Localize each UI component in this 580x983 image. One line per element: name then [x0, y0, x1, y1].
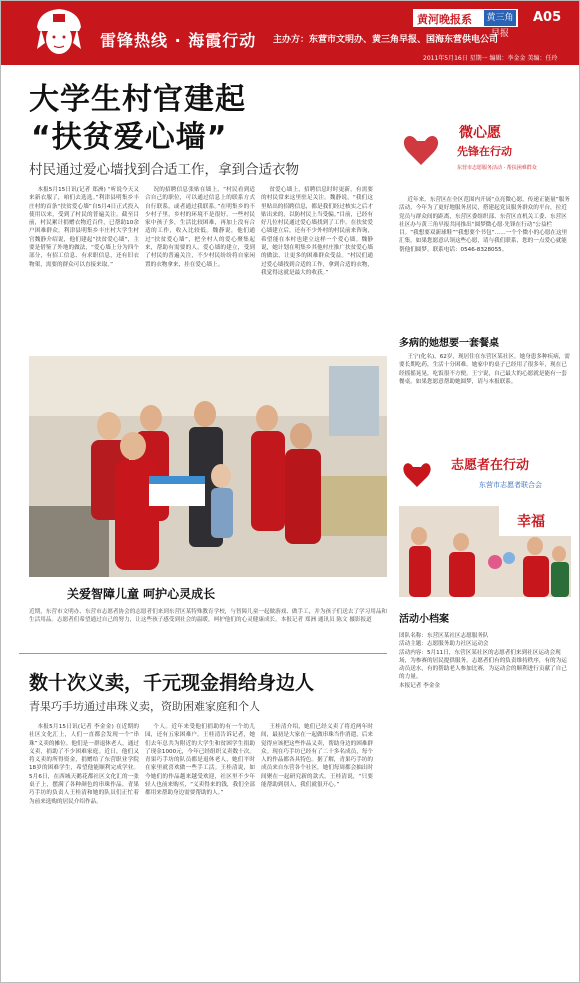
story1-column-2: 况的招聘信息张贴在墙上，“村民看到适合自己的职位，可以通过信息上的联系方式自行联系，或者通过我联系。”在明集乡的不少村子里，乡村的环境不是很好，一些村民家中孩子多，生活比较困难，再加上没有合适的工作，收入比较低。魏静说，他们通过“扶贫爱心墙”，把全村人的爱心聚集起来，帮助有需要的人。爱心墙的建立，受到了村民的普遍关注，不少村民纷纷将自家闲置的衣物拿来，挂在爱心墙上。: [145, 187, 255, 268]
page-number: A05: [533, 10, 562, 25]
section-title: 雷锋热线 · 海霞行动: [100, 31, 257, 50]
story1-column-1: 本报5月15日讯(记者 郑洲) “听说今天又来新衣服了，咱们去选选。”利津县明集乡丰庄村的首条“扶贫爱心墙”自5月4日正式投入使用以来，受到了村民的普遍关注。截至目前，村民累计捐赠衣物近百件，已帮助10余户困难群众。利津县明集乡丰庄村大学生村官魏静介绍说，他们建起“扶贫爱心墙”，主要是借鉴了外地的做法，“爱心墙上分为四个部分，有招工信息、有求职信息，还有旧衣物架，需要的群众可以直接来取。”: [29, 187, 139, 268]
volunteer-logo: [403, 451, 571, 493]
photo-credit: 近期，东营市文明办、东营市志愿者协会的志愿者们来到东营区某特殊教育学校，与智障儿童一起做游戏、做手工，并为孩子们送去了学习用品和生活用品。志愿者们希望通过自己的努力，让这些孩子感受到社会的温暖，呵护他们的心灵健康成长。本报记者 郑洲 通讯员 陈文 摄影报道: [29, 609, 388, 624]
story2-column-1: 本报5月15日讯(记者 李金金) 在近期的社区文化汇上，人们一直都会发现一个“串珠”义卖的摊位。他们是一群退休老人，通过义卖，捐助了不少困难家庭。近日，他们又将义卖的所得资金，捐赠给了东营职业学院18岁的困难学生，希望他能顺利完成学业。5月6日，在西城天鹅花都社区文化汇的一张桌子上，摆满了各种颜色的串珠作品。青果巧手坊的负责人王桂清和她的队员们正忙着为前来选购的居民介绍作品。: [29, 724, 139, 805]
volunteer-activity-photo: [399, 506, 571, 597]
second-headline: 数十次义卖，千元现金捐给身边人: [29, 672, 315, 694]
photo-sign-text: 幸福: [517, 514, 545, 530]
activity-profile: [399, 632, 571, 690]
banner-title: 微心愿: [459, 125, 501, 141]
brand-subtitle: 黄三角早报: [484, 10, 516, 26]
activity-theme: 活动主题：志愿服务助力社区运动会: [399, 641, 489, 648]
story2-column-3: 王桂清介绍，她们已经义卖了将近两年时间，最初是大家在一起做串珠当作消遣，后来觉得应该把这些作品义卖，帮助身边的困难群众。现在巧手坊已经有了二十多名成员，每个人的作品都各具特色。据了解，青果巧手坊的成员来自东营各个社区，她们每周都会抽出时间聚在一起研究新的款式。王桂清说，“只要能帮助到别人，我们就很开心。”: [261, 724, 373, 789]
dateline: 2011年5月16日 星期一 编辑：李金金 美编：任玲: [423, 55, 558, 62]
volunteer-title: 志愿者在行动: [451, 458, 530, 473]
volunteer-subtitle: 东营市志愿者联合会: [479, 481, 542, 489]
banner-note: 东营市志愿服务活动 · 帮扶困难群众: [457, 165, 537, 171]
main-headline: [29, 81, 246, 157]
headline-line-2: “扶贫爱心墙”: [31, 120, 228, 155]
masthead: [1, 1, 579, 65]
micro-wish-intro: 近年来，东营区在全区范围内开展“点亮微心愿，传递正能量”服务活动，今年为了更好地服务居民，搭建起党员服务群众的平台，拉近党员与群众间的距离，东营区委组织部、东营区直机关工委、东营区社区办与黄三角早报共同推出“圆梦微心愿·先锋在行动”公益栏目。“我想要双新球鞋”“我想要个书包”……一个个微小的心愿在这里汇集。如果您愿意认领这些心愿，请与我们联系，您的一点爱心就能帮他们圆梦。联系电话：0546-8328055。: [399, 197, 570, 253]
photo-caption: 关爱智障儿童 呵护心灵成长: [67, 587, 216, 601]
volunteers-group-photo: [29, 356, 387, 577]
brand-name: 黄河晚报系: [417, 13, 472, 26]
sponsor-line: 主办方：东营市文明办、黄三角早报、国海东营供电公司: [273, 35, 499, 45]
headline-line-1: 大学生村官建起: [29, 82, 246, 117]
lei-feng-portrait: [29, 5, 89, 61]
section-divider: [19, 653, 387, 654]
banner-subtitle: 先锋在行动: [457, 145, 512, 158]
micro-wish-banner: [399, 117, 571, 181]
wish-story-headline: 多病的她想要一套餐桌: [399, 338, 499, 349]
activity-team: 团队名称：东营区某社区志愿服务队: [399, 633, 489, 639]
activity-profile-headline: 活动小档案: [399, 614, 449, 625]
activity-credit: 本报记者 李金金: [399, 682, 440, 689]
activity-content: 活动内容：5月11日，东营区某社区的志愿者们来到社区运动会现场，为参赛的居民提供服务。志愿者们有的负责维持秩序，有的为运动员送水，有的帮助老人参加比赛，为运动会的顺利进行贡献了自己的力量。: [399, 649, 567, 681]
wish-story-text: 王宁(化名)，62岁，现居住在东营区某社区。她身患多种疾病，需要长期吃药，生活十分困难。她家中的桌子已经用了很多年，现在已经摇摇晃晃，吃饭很不方便。王宁说，自己最大的心愿就是能有一套餐桌。如果您愿意帮助她圆梦，请与本报联系。: [399, 354, 570, 385]
newspaper-brand: [413, 9, 518, 39]
main-subhead: 村民通过爱心墙找到合适工作，拿到合适衣物: [29, 162, 299, 178]
story1-column-3: 贫爱心墙上，招聘信息时时更新，有需要的村民常来这里驻足关注。魏静说，“我们这里贴出的招聘信息，都是我们经过核实之后才贴出来的，以防村民上当受骗。”目前，已经有好几位村民通过爱心墙找到了工作。在扶贫爱心墙建立后，还有不少外村的村民前来咨询，希望能在本村也建立这样一个爱心墙。魏静说，她计划在明集乡其他村庄推广扶贫爱心墙的做法，让更多的困难群众受益。“村民们通过爱心墙找到合适的工作，拿到合适的衣物，我觉得这就是最大的收获。”: [261, 187, 373, 276]
story2-column-2: 个人。近年来受他们捐助的有一个幼儿园，还有五家困难户。王桂清告诉记者，她们去年总共为附近的大学生和贫困学生捐助了现金1000元，今年已经组织义卖数十次。青果巧手坊的队员都是退休老人，她们平时在家里就喜欢做一些手工活。王桂清说，如今她们的作品越来越受欢迎，社区里不少年轻人也前来购买，“义卖得来的钱，我们全部都用来帮助身边需要帮助的人。”: [145, 724, 255, 797]
second-subhead: 青果巧手坊通过串珠义卖，资助困难家庭和个人: [29, 700, 260, 713]
